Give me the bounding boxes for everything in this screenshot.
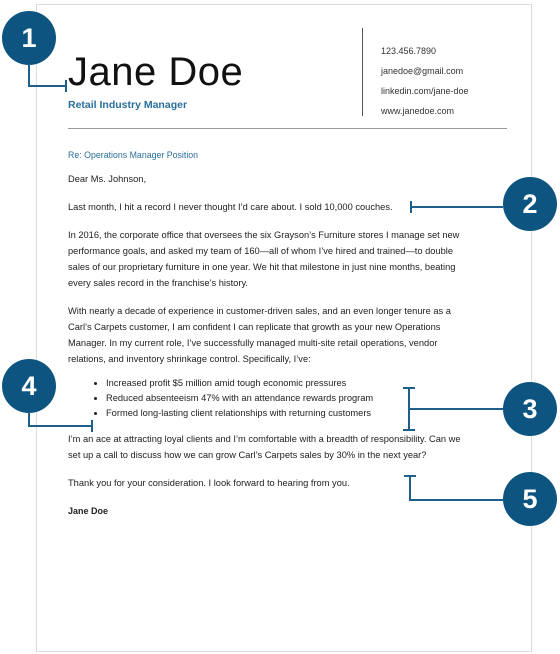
signature: Jane Doe (68, 506, 109, 516)
callout-line-1 (28, 85, 66, 87)
callout-line-3 (409, 408, 503, 410)
callout-bracket-3 (403, 429, 415, 431)
callout-line-4 (28, 412, 30, 426)
achievement-paragraph: In 2016, the corporate office that oversees the six Grayson’s Furniture stores I manage set new performance goals, and asked my team of 160—all of whom I’ve hired and trained—to double sales of our proprietary furniture in one year. We hit that milestone in just nine months, beating every sales record in the franchise’s history. (68, 230, 460, 288)
contact-linkedin: linkedin.com/jane-doe (381, 86, 469, 96)
experience-paragraph: With nearly a decade of experience in customer-driven sales, and an even longer tenure as a Carl’s Carpets customer, I am confident I can replicate that growth as your new Operations Manager. In my current role, I’ve successfully managed multi-site retail operations, vendor relations, and inventory shrinkage control. Specifically, I’ve: (68, 306, 451, 364)
letter-body (68, 147, 468, 531)
opening-paragraph: Last month, I hit a record I never thought I’d care about. I sold 10,000 couches. (68, 202, 393, 212)
callout-line-5 (409, 499, 503, 501)
subject-line: Re: Operations Manager Position (68, 150, 199, 160)
callout-badge-4: 4 (2, 359, 56, 413)
header-divider (362, 28, 363, 116)
greeting: Dear Ms. Johnson, (68, 174, 147, 184)
list-item: • Increased profit $5 million amid tough economic pressures (106, 376, 468, 391)
list-item: • Formed long-lasting client relationships with returning customers (106, 406, 468, 421)
contact-phone: 123.456.7890 (381, 46, 437, 56)
applicant-title: Retail Industry Manager (68, 99, 188, 111)
contact-block (381, 41, 469, 121)
callout-line-2 (411, 206, 503, 208)
callout-badge-3: 3 (503, 382, 557, 436)
callout-tick-4 (91, 420, 93, 432)
callout-badge-5: 5 (503, 472, 557, 526)
callout-tick-2 (410, 201, 412, 213)
callout-line-1 (28, 64, 30, 86)
callout-bracket-3 (403, 387, 415, 389)
callout-line-5 (409, 475, 411, 501)
callout-line-4 (28, 425, 92, 427)
callout-tick-1 (65, 80, 67, 92)
call-to-action-paragraph: I’m an ace at attracting loyal clients and I’m comfortable with a breadth of responsibility. Can we set up a call to discuss how we can grow Carl’s Carpets sales by 30% in the next year? (68, 434, 461, 460)
callout-badge-1: 1 (2, 11, 56, 65)
contact-email: janedoe@gmail.com (381, 66, 464, 76)
applicant-name: Jane Doe (68, 50, 244, 94)
closing-paragraph: Thank you for your consideration. I look forward to hearing from you. (68, 478, 350, 488)
header-rule (68, 128, 507, 129)
contact-website: www.janedoe.com (381, 106, 455, 116)
callout-badge-2: 2 (503, 177, 557, 231)
list-item: • Reduced absenteeism 47% with an attendance rewards program (106, 391, 468, 406)
